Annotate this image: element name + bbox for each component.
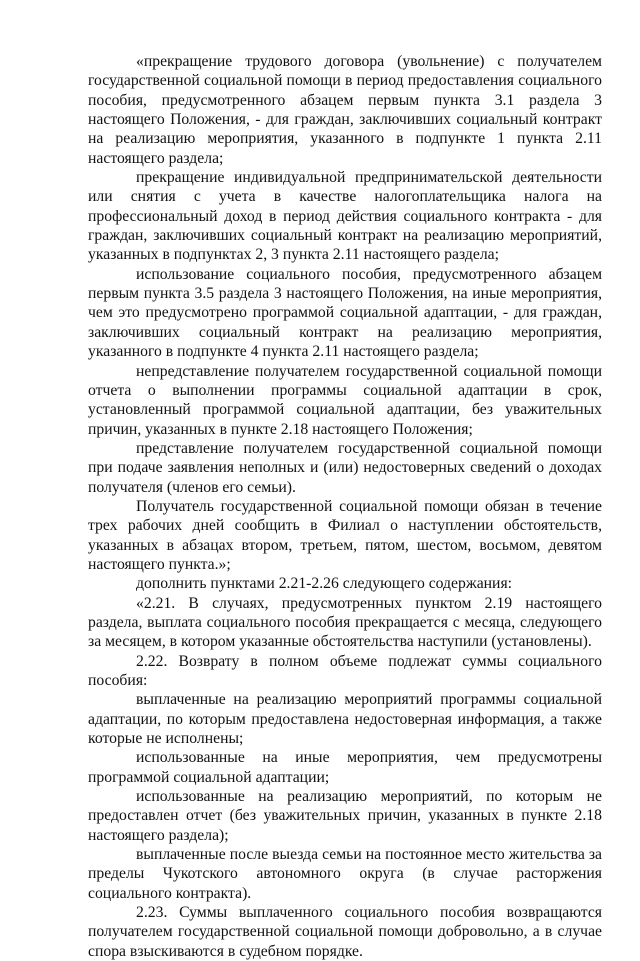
paragraph: Получатель государственной социальной помощи обязан в течение трех рабочих дней сообщить в Филиал о наступлении обстоятельств, указанных в абзацах втором, третьем, пятом, шестом, восьмом, девятом настоящего пункта.»; bbox=[88, 497, 602, 573]
paragraph: прекращение индивидуальной предпринимательской деятельности или снятия с учета в качестве налогоплательщика налога на профессиональный доход в период действия социального контракта - для граждан, заключивших социальный контракт на реализацию мероприятий, указанных в подпунктах 2, 3 пункта 2.11 настоящего раздела; bbox=[88, 169, 602, 264]
document-page bbox=[88, 52, 602, 961]
paragraph: представление получателем государственной социальной помощи при подаче заявления неполных и (или) недостоверных сведений о доходах получателя (членов его семьи). bbox=[88, 439, 602, 496]
paragraph: «2.21. В случаях, предусмотренных пунктом 2.19 настоящего раздела, выплата социального пособия прекращается с месяца, следующего за месяцем, в котором указанные обстоятельства наступили (установлены). bbox=[88, 594, 602, 651]
paragraph: использованные на реализацию мероприятий, по которым не предоставлен отчет (без уважительных причин, указанных в пункте 2.18 настоящего раздела); bbox=[88, 788, 602, 844]
paragraph: выплаченные на реализацию мероприятий программы социальной адаптации, по которым предоставлена недостоверная информация, а также которые не исполнены; bbox=[88, 691, 602, 748]
paragraph: дополнить пунктами 2.21-2.26 следующего содержания: bbox=[136, 575, 513, 593]
paragraph: непредставление получателем государственной социальной помощи отчета о выполнении программы социальной адаптации в срок, установленный программой социальной адаптации, без уважительных причин, указанных в пункте 2.18 настоящего Положения; bbox=[88, 362, 602, 438]
paragraph: 2.23. Суммы выплаченного социального пособия возвращаются получателем государственной социальной помощи добровольно, а в случае спора взыскиваются в судебном порядке. bbox=[88, 904, 602, 960]
paragraph: выплаченные после выезда семьи на постоянное место жительства за пределы Чукотского автономного округа (в случае расторжения социального контракта). bbox=[88, 846, 602, 902]
paragraph: «прекращение трудового договора (увольнение) с получателем государственной социальной помощи в период предоставления социального пособия, предусмотренного абзацем первым пункта 3.1 раздела 3 настоящего Положения, - для граждан, заключивших социальный контракт на реализацию мероприятия, указанного в подпункте 1 пункта 2.11 настоящего раздела; bbox=[88, 53, 602, 167]
paragraph: использование социального пособия, предусмотренного абзацем первым пункта 3.5 раздела 3 настоящего Положения, на иные мероприятия, чем это предусмотрено программой социальной адаптации, - для граждан, заключивших социальный контракт на реализацию мероприятия, указанного в подпункте 4 пункта 2.11 настоящего раздела; bbox=[88, 265, 602, 361]
paragraph: 2.22. Возврату в полном объеме подлежат суммы социального пособия: bbox=[88, 652, 602, 689]
paragraph: использованные на иные мероприятия, чем предусмотрены программой социальной адаптации; bbox=[88, 749, 602, 786]
